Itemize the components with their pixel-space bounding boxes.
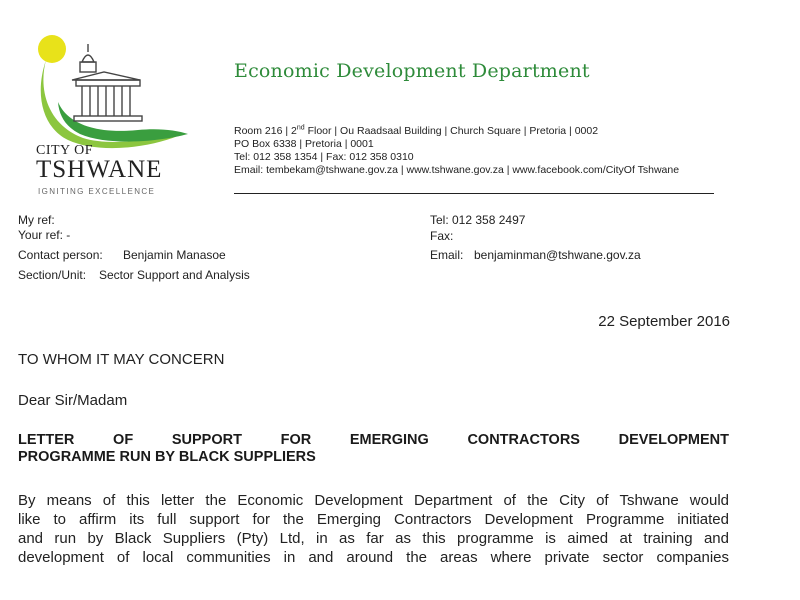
body-line: like to affirm its full support for the Emerging Contractors Development Programme initiated <box>18 511 729 528</box>
section-unit-value: Sector Support and Analysis <box>99 268 250 282</box>
greeting: Dear Sir/Madam <box>18 392 128 409</box>
address-line-4: Email: tembekam@tshwane.gov.za | www.tshwane.gov.za | www.facebook.com/CityOf Tshwane <box>234 164 680 176</box>
logo-tshwane: TSHWANE <box>36 156 163 183</box>
address-line-1-sup: nd <box>296 124 305 132</box>
your-ref: Your ref: - <box>18 228 71 242</box>
logo-city-of: CITY OF <box>36 143 94 158</box>
department-title: Economic Development Department <box>234 60 590 82</box>
recipient-line: TO WHOM IT MAY CONCERN <box>18 351 225 368</box>
building-icon <box>72 44 142 121</box>
my-ref: My ref: <box>18 213 55 227</box>
contact-person-label: Contact person: <box>18 248 103 262</box>
address-line-1a: Room 216 | 2 <box>234 125 297 137</box>
address-line-1 <box>234 125 598 138</box>
address-line-2: PO Box 6338 | Pretoria | 0001 <box>234 138 374 150</box>
body-line: and run by Black Suppliers (Pty) Ltd, in as far as this programme is aimed at training and <box>18 530 729 547</box>
fax: Fax: <box>430 229 454 243</box>
body-line: development of local communities in and around the areas where private sector companies <box>18 549 729 566</box>
section-unit-label: Section/Unit: <box>18 268 87 282</box>
header-divider <box>234 193 714 194</box>
subject-line-2: PROGRAMME RUN BY BLACK SUPPLIERS <box>18 449 316 465</box>
body-line: By means of this letter the Economic Development Department of the City of Tshwane would <box>18 492 729 509</box>
sun-icon <box>38 35 66 63</box>
email-value: benjaminman@tshwane.gov.za <box>474 248 641 262</box>
address-line-1b: Floor | Ou Raadsaal Building | Church Square | Pretoria | 0002 <box>304 125 599 137</box>
email-label: Email: <box>430 248 464 262</box>
logo-tagline: IGNITING EXCELLENCE <box>38 187 156 196</box>
green-swoosh-shape <box>58 102 188 142</box>
tel: Tel: 012 358 2497 <box>430 213 526 227</box>
contact-person-value: Benjamin Manasoe <box>123 248 226 262</box>
subject-line-1: LETTER OF SUPPORT FOR EMERGING CONTRACTORS DEVELOPMENT <box>18 432 729 448</box>
address-line-3: Tel: 012 358 1354 | Fax: 012 358 0310 <box>234 151 414 163</box>
letter-date: 22 September 2016 <box>598 313 730 330</box>
